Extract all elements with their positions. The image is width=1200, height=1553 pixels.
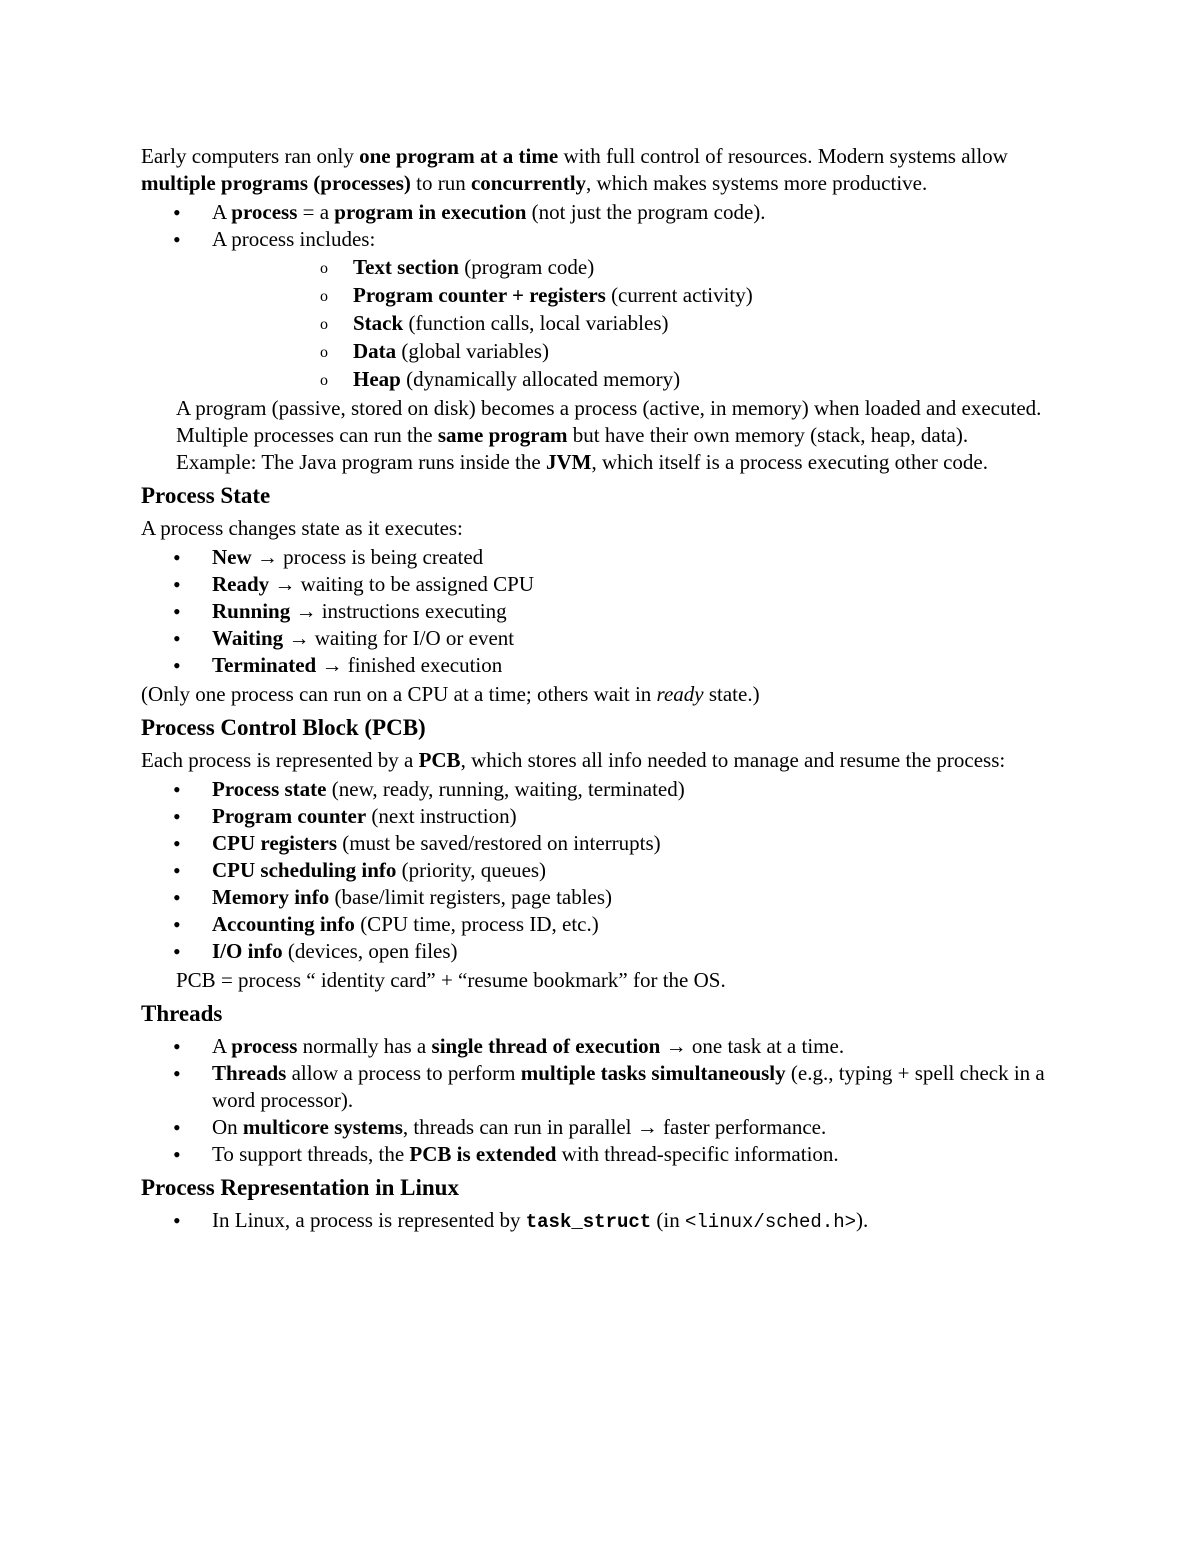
list-item: • Running → instructions executing bbox=[141, 598, 1061, 625]
list-item: • I/O info (devices, open files) bbox=[141, 938, 1061, 965]
list-item: • Ready → waiting to be assigned CPU bbox=[141, 571, 1061, 598]
list-item: • In Linux, a process is represented by task_struct (in <linux/sched.h>). bbox=[141, 1207, 1061, 1236]
text: Early computers ran only bbox=[141, 144, 360, 168]
list-item: • CPU registers (must be saved/restored on interrupts) bbox=[141, 830, 1061, 857]
list-item: • On multicore systems, threads can run in parallel → faster performance. bbox=[141, 1114, 1061, 1141]
section-heading-linux: Process Representation in Linux bbox=[141, 1175, 459, 1200]
list-item: • Program counter (next instruction) bbox=[141, 803, 1061, 830]
list-item: o Text section (program code) bbox=[212, 253, 1061, 281]
threads-list bbox=[141, 1033, 1061, 1168]
process-states-list bbox=[141, 544, 1061, 679]
text: , which makes systems more productive. bbox=[586, 171, 928, 195]
list-item: • New → process is being created bbox=[141, 544, 1061, 571]
code-text: <linux/sched.h> bbox=[685, 1211, 857, 1233]
note-paragraph: Example: The Java program runs inside the JVM, which itself is a process executing other code. bbox=[176, 450, 988, 474]
section-intro: Each process is represented by a PCB, which stores all info needed to manage and resume the process: bbox=[141, 748, 1006, 772]
pcb-summary: PCB = process “ identity card” + “resume bookmark” for the OS. bbox=[176, 968, 726, 992]
section-heading-process-state: Process State bbox=[141, 483, 271, 508]
list-item: • A process = a program in execution (not just the program code). bbox=[141, 199, 1061, 226]
list-item: • Memory info (base/limit registers, page tables) bbox=[141, 884, 1061, 911]
pcb-fields-list bbox=[141, 776, 1061, 965]
bold-text: one program at a time bbox=[359, 144, 559, 168]
text: with full control of resources. Modern systems allow bbox=[558, 144, 1008, 168]
note-paragraph: A program (passive, stored on disk) becomes a process (active, in memory) when loaded and executed. bbox=[176, 396, 1042, 420]
process-definition-list bbox=[141, 199, 1061, 393]
process-includes-list bbox=[212, 253, 1061, 393]
document-page bbox=[141, 143, 1061, 1238]
section-heading-pcb: Process Control Block (PCB) bbox=[141, 715, 426, 740]
list-item: o Stack (function calls, local variables) bbox=[212, 309, 1061, 337]
list-item: o Program counter + registers (current activity) bbox=[212, 281, 1061, 309]
intro-paragraph bbox=[141, 143, 1061, 197]
linux-list bbox=[141, 1207, 1061, 1236]
bold-text: multiple programs (processes) bbox=[141, 171, 411, 195]
code-text: task_struct bbox=[525, 1211, 652, 1233]
list-item: • Threads allow a process to perform multiple tasks simultaneously (e.g., typing + spell check in a word processor). bbox=[141, 1060, 1061, 1114]
list-item: • Waiting → waiting for I/O or event bbox=[141, 625, 1061, 652]
list-item: • To support threads, the PCB is extended with thread-specific information. bbox=[141, 1141, 1061, 1168]
list-item: • A process normally has a single thread of execution → one task at a time. bbox=[141, 1033, 1061, 1060]
list-item: • Accounting info (CPU time, process ID, etc.) bbox=[141, 911, 1061, 938]
list-item: o Heap (dynamically allocated memory) bbox=[212, 365, 1061, 393]
list-item: • CPU scheduling info (priority, queues) bbox=[141, 857, 1061, 884]
text: to run bbox=[410, 171, 471, 195]
list-item: • Process state (new, ready, running, waiting, terminated) bbox=[141, 776, 1061, 803]
bold-text: concurrently bbox=[470, 171, 587, 195]
section-heading-threads: Threads bbox=[141, 1001, 223, 1026]
section-intro: A process changes state as it executes: bbox=[141, 516, 463, 540]
list-item: • A process includes: o Text section (program code) o Program counter + registers (current activity) o Stack (function calls, local variables) o Data (global variables) o Heap (dynamically allocated memory) bbox=[141, 226, 1061, 393]
list-item: • Terminated → finished execution bbox=[141, 652, 1061, 679]
list-item: o Data (global variables) bbox=[212, 337, 1061, 365]
state-note: (Only one process can run on a CPU at a time; others wait in ready state.) bbox=[141, 682, 760, 706]
note-paragraph: Multiple processes can run the same program but have their own memory (stack, heap, data). bbox=[176, 423, 969, 447]
